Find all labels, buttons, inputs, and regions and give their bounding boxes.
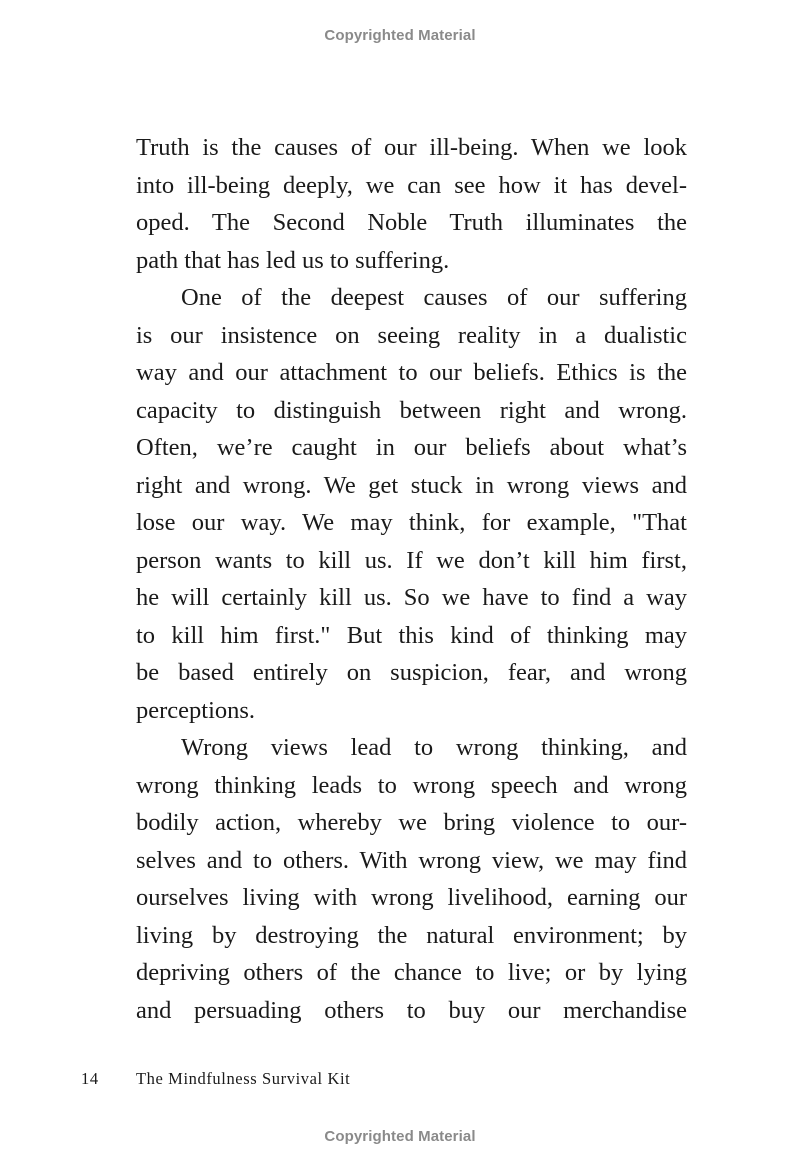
paragraph-first-line: Wrong views lead to wrong thinking, and <box>181 734 687 761</box>
text-line: capacity to distinguish between right and wrong. <box>136 396 687 424</box>
text-line: path that has led us to suffering. <box>136 246 450 274</box>
copyright-watermark-bottom: Copyrighted Material <box>324 1128 476 1145</box>
text-line: wrong thinking leads to wrong speech and wrong <box>136 771 687 799</box>
page-number: 14 <box>81 1069 99 1088</box>
text-line: he will certainly kill us. So we have to find a way <box>136 584 687 611</box>
text-line: selves and to others. With wrong view, we may find <box>136 846 687 874</box>
paragraph-first-line: One of the deepest causes of our suffering <box>181 284 687 311</box>
text-line: perceptions. <box>136 696 256 724</box>
text-line: is our insistence on seeing reality in a dualistic <box>136 321 687 349</box>
text-line: right and wrong. We get stuck in wrong views and <box>136 471 687 499</box>
text-line: into ill-being deeply, we can see how it has devel- <box>136 171 687 199</box>
text-line: be based entirely on suspicion, fear, and wrong <box>136 659 687 686</box>
text-line: bodily action, whereby we bring violence to our- <box>136 809 687 836</box>
running-footer-title: The Mindfulness Survival Kit <box>136 1069 351 1088</box>
text-line: depriving others of the chance to live; or by lying <box>136 959 687 986</box>
text-line: ourselves living with wrong livelihood, earning our <box>136 884 687 911</box>
text-line: to kill him first." But this kind of thinking may <box>136 621 687 649</box>
page-body <box>136 129 687 1029</box>
text-line: Often, we’re caught in our beliefs about what’s <box>136 434 687 461</box>
page-footer <box>0 1069 800 1093</box>
text-line: and persuading others to buy our merchandise <box>136 996 687 1024</box>
text-line: lose our way. We may think, for example, "That <box>136 509 687 536</box>
copyright-watermark-top: Copyrighted Material <box>324 27 476 44</box>
text-line: living by destroying the natural environment; by <box>136 921 687 949</box>
text-line: oped. The Second Noble Truth illuminates the <box>136 209 687 236</box>
text-line: way and our attachment to our beliefs. Ethics is the <box>136 359 687 386</box>
text-line: person wants to kill us. If we don’t kill him first, <box>136 546 687 574</box>
text-line: Truth is the causes of our ill-being. When we look <box>136 134 687 161</box>
